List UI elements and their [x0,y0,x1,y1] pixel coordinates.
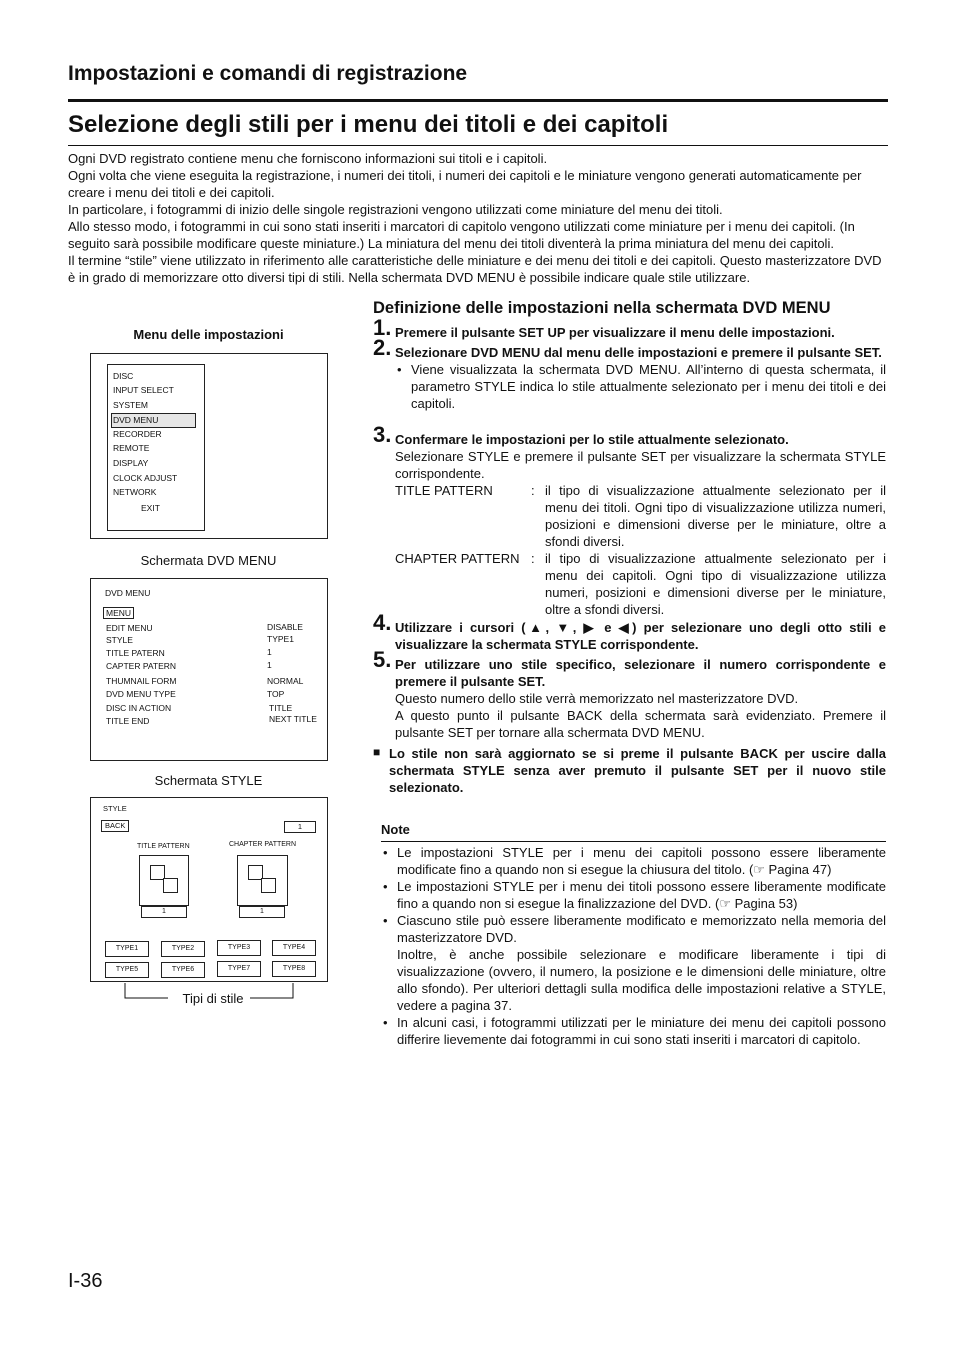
dvd-menu-screen [90,578,328,761]
step-number: 4. [373,610,392,635]
note-item: • Le impostazioni STYLE per i menu dei titoli possono essere liberamente modificate fino a quando non si esegue la finalizzazione del DVD. (☞ Pagina 53) [381,878,886,912]
row-label-thumbnail-form[interactable]: THUMNAIL FORM [106,676,177,686]
thumbnail-frame [163,878,178,893]
intro-paragraph: Ogni volta che viene eseguita la registrazione, i numeri dei titoli, i numeri dei capitoli e le miniature vengono generati automaticamente per creare i menu dei titoli e dei capitoli. [68,168,862,200]
definition-desc: il tipo di visualizzazione attualmente selezionato per il menu dei titoli. Ogni tipo di visualizzazione utilizza numeri, posizioni e dimensioni diverse per le miniature, oltre a sfondi diversi. [545,483,886,549]
step-1 [373,315,886,341]
menu-item-clock-adjust[interactable]: CLOCK ADJUST [113,473,178,483]
step-4 [373,610,886,653]
chapter-pattern-label: CHAPTER PATTERN [229,841,297,848]
step-detail: A questo punto il pulsante BACK della schermata sarà evidenziato. Premere il pulsante SET per tornare alla schermata DVD MENU. [395,708,886,740]
procedure-heading: Definizione delle impostazioni nella schermata DVD MENU [373,299,831,317]
style-screen-title: STYLE [103,804,127,813]
row-value-title-end: NEXT TITLE [269,714,317,724]
type1-button[interactable]: TYPE1 [105,941,149,957]
dvd-menu-caption: Schermata DVD MENU [140,553,277,568]
page-title: Selezione degli stili per i menu dei titoli e dei capitoli [68,111,669,138]
row-value-edit-menu: DISABLE [267,622,303,632]
menu-exit-button[interactable]: EXIT [141,503,160,513]
definition-term: TITLE PATTERN [395,483,493,498]
setup-menu-list [107,364,205,531]
row-label-chapter-pattern[interactable]: CAPTER PATERN [106,661,177,671]
row-value-dvd-menu-type: TOP [267,689,285,699]
warning-square-icon: ■ [373,745,381,759]
step-detail: Selezionare STYLE e premere il pulsante SET per visualizzare la schermata STYLE corrispondente. [395,449,886,481]
menu-item-input-select[interactable]: INPUT SELECT [113,385,174,395]
title-pattern-field[interactable]: 1 [141,906,187,918]
row-value-title-pattern: 1 [267,647,272,657]
note-item: • Ciascuno stile può essere liberamente modificato e memorizzato nella memoria del masterizzatore DVD. [381,912,886,946]
type5-button[interactable]: TYPE5 [105,962,149,978]
dvd-menu-screen-title: DVD MENU [105,588,151,598]
step-text: Utilizzare i cursori (▲, ▼, ▶ e ◀) per selezionare uno degli otto stili e visualizzare la schermata STYLE corrispondente. [395,620,886,652]
type2-button[interactable]: TYPE2 [161,941,205,957]
row-label-title-end[interactable]: TITLE END [106,716,150,726]
step-number: 5. [373,647,392,672]
title-pattern-preview [139,855,189,906]
menu-item-network[interactable]: NETWORK [113,487,157,497]
row-label-edit-menu[interactable]: EDIT MENU [106,623,153,633]
row-label-dvd-menu-type[interactable]: DVD MENU TYPE [106,689,176,699]
step-bullet: • Viene visualizzata la schermata DVD MENU. All’interno di questa schermata, il parametro STYLE indica lo stile attualmente selezionato per i menu dei titoli e dei capitoli. [395,361,886,412]
step-text: Premere il pulsante SET UP per visualizzare il menu delle impostazioni. [395,325,835,340]
note-item: • In alcuni casi, i fotogrammi utilizzati per le miniature dei menu dei capitoli possono differire lievemente dai fotogrammi in cui sono stati inseriti i marcatori di capitolo. [381,1014,886,1048]
menu-item-recorder[interactable]: RECORDER [113,429,162,439]
step-3 [373,422,886,618]
chapter-pattern-preview [237,855,288,906]
setup-menu-screen [90,353,328,539]
row-label-disc-in-action[interactable]: DISC IN ACTION [106,703,172,713]
menu-item-display[interactable]: DISPLAY [113,458,149,468]
intro-paragraph: Il termine “stile” viene utilizzato in riferimento alle caratteristiche delle miniature e dei menu dei titoli e dei capitoli. Questo masterizzatore DVD è in grado di memorizzare otto diversi tipi di stili. Nella schermata DVD MENU è possibile indicare quale stile utilizzare. [68,253,882,285]
menu-item-disc[interactable]: DISC [113,371,134,381]
menu-tab[interactable]: MENU [103,607,134,619]
title-rule [68,145,888,146]
warning [373,745,886,796]
row-value-style: TYPE1 [267,634,294,644]
page-number: I-36 [68,1270,103,1292]
style-screen [90,797,328,982]
chapter-pattern-field[interactable]: 1 [239,906,285,918]
back-value-field[interactable]: 1 [284,821,316,833]
step-number: 2. [373,335,392,360]
definition-desc: il tipo di visualizzazione attualmente selezionato per i menu dei capitoli. Ogni tipo di visualizzazione utilizza numeri, posizioni e dimensioni diverse per le miniature, oltre a sfondi diversi. [545,551,886,617]
section-title: Impostazioni e comandi di registrazione [68,62,468,85]
notes-title: Note [381,822,410,837]
menu-item-remote[interactable]: REMOTE [113,443,150,453]
note-item-continuation: Inoltre, è anche possibile selezionare e modificare liberamente i tipi di visualizzazione (ovvero, il numero, la posizione e le dimensioni delle miniature, oltre allo sfondo). Per ulteriori dettagli sulla modifica delle impostazioni relative a STYLE, vedere a pagina 37. [397,947,886,1013]
type8-button[interactable]: TYPE8 [272,961,316,977]
menu-item-system[interactable]: SYSTEM [113,400,148,410]
type6-button[interactable]: TYPE6 [161,962,205,978]
row-value-chapter-pattern: 1 [267,660,272,670]
step-number: 1. [373,315,392,340]
header-rule [68,99,888,102]
back-button[interactable]: BACK [101,820,129,832]
type4-button[interactable]: TYPE4 [272,940,316,956]
step-detail: Questo numero dello stile verrà memorizzato nel masterizzatore DVD. [395,691,799,706]
step-text: Selezionare DVD MENU dal menu delle impostazioni e premere il pulsante SET. [395,345,882,360]
row-label-title-pattern[interactable]: TITLE PATERN [106,648,165,658]
notes-list [381,844,886,1048]
note-item: • Le impostazioni STYLE per i menu dei capitoli possono essere liberamente modificate fino a quando non si esegue la chiusura del titolo. (☞ Pagina 47) [381,844,886,878]
type3-button[interactable]: TYPE3 [217,940,261,956]
setup-menu-caption: Menu delle impostazioni [133,327,284,342]
step-5 [373,647,886,741]
row-label-style[interactable]: STYLE [106,635,133,645]
warning-text: Lo stile non sarà aggiornato se si preme il pulsante BACK per uscire dalla schermata STYLE senza aver premuto il pulsante SET per il nuovo stile selezionato. [389,746,886,795]
type7-button[interactable]: TYPE7 [217,961,261,977]
intro-paragraph: Allo stesso modo, i fotogrammi in cui sono stati inseriti i marcatori di capitolo vengono utilizzati come miniature per i menu dei capitoli. (In seguito sarà possibile modificare queste miniature.) La miniatura del menu dei titoli diventerà la prima miniatura del menu dei capitoli. [68,219,855,251]
notes-rule [381,841,886,842]
title-pattern-label: TITLE PATTERN [137,843,190,850]
style-screen-caption: Schermata STYLE [154,773,263,788]
step-2 [373,335,886,412]
menu-item-dvd-menu[interactable]: DVD MENU [113,415,159,425]
thumbnail-frame [261,878,276,893]
intro-paragraph: In particolare, i fotogrammi di inizio delle singole registrazioni vengono utilizzati come miniature del menu dei titoli. [68,202,723,217]
step-text: Per utilizzare uno stile specifico, selezionare il numero corrispondente e premere il pulsante SET. [395,657,886,689]
definition-chapter-pattern [395,550,886,618]
definition-colon: : [531,551,535,566]
definition-term: CHAPTER PATTERN [395,551,520,566]
style-types-caption: Tipi di stile [182,991,244,1006]
intro-paragraph: Ogni DVD registrato contiene menu che forniscono informazioni sui titoli e i capitoli. [68,151,548,166]
definition-colon: : [531,483,535,498]
step-text: Confermare le impostazioni per lo stile attualmente selezionato. [395,432,789,447]
intro-text [68,150,886,286]
row-value-disc-in-action: TITLE [269,703,293,713]
definition-title-pattern [395,482,886,550]
row-value-thumbnail-form: NORMAL [267,676,304,686]
step-number: 3. [373,422,392,447]
